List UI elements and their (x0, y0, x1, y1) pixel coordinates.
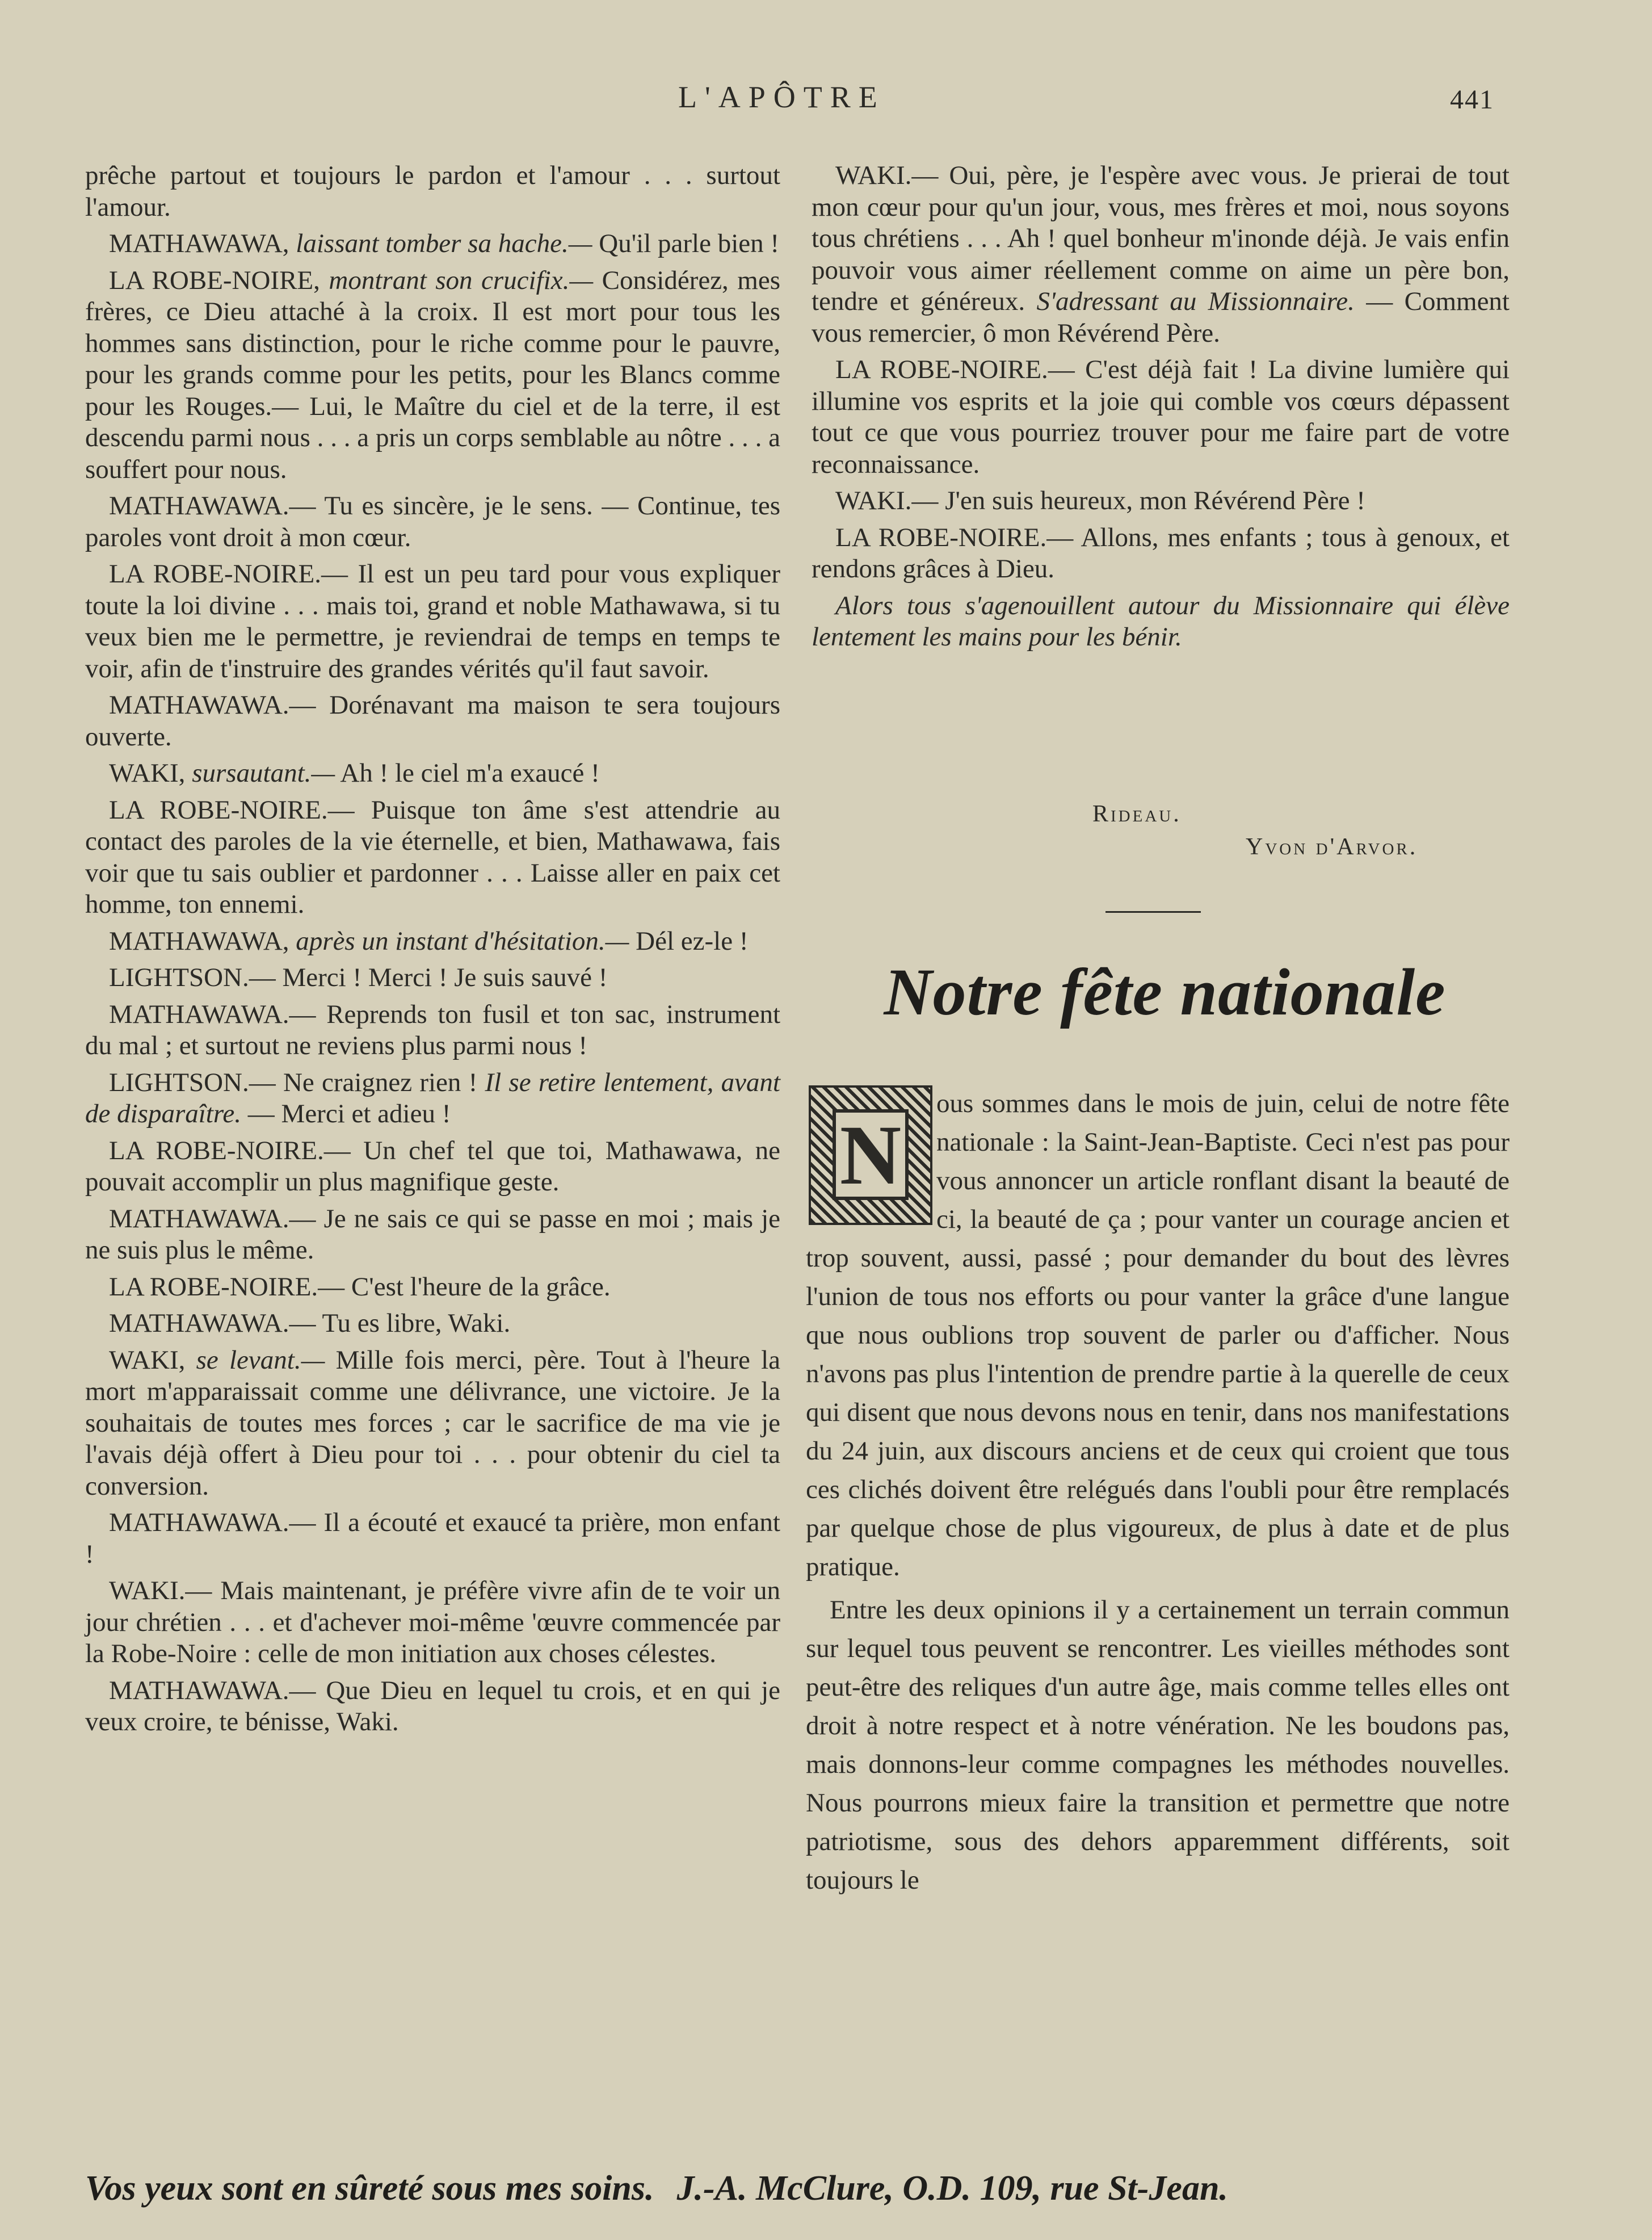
stage-direction: se levant.— (196, 1345, 325, 1375)
drop-cap-letter: N (833, 1109, 909, 1200)
dialogue-text: Dorénavant ma maison te sera toujours ouverte. (85, 690, 780, 752)
speaker-name: WAKI.— (109, 1576, 212, 1605)
dialogue-text: Oui, père, je l'espère avec vous. Je prierai de tout mon cœur pour qu'un jour, vous, mes frères et moi, nous soyons tous chrétiens . . . Ah ! quel bonheur m'inonde déjà. Je vais enfin pouvoir vous aimer réellement comme on aime un père bon, tendre et généreux. S'adressant au Missionnaire. — Comment vous remercier, ô mon Révérend Père. (812, 161, 1510, 348)
dialogue-text: Que Dieu en lequel tu crois, et en qui je veux croire, te bénisse, Waki. (85, 1675, 781, 1736)
article-paragraph: ous sommes dans le mois de juin, celui de notre fête nationale : la Saint-Jean-Baptiste. Ceci n'est pas pour vous annoncer un article ronflant disant la beauté de ci, la beauté de ça ; pour vanter un courage ancien et trop souvent, aussi, passé ; pour demander du bout des lèvres l'union de tous nos efforts ou pour vanter la grâce d'une langue que nous oublions trop souvent de parler ou d'afficher. Nous n'avons pas plus l'intention de prendre partie à la querelle de ceux qui disent que nous devons nous en tenir, dans nos manifestations du 24 juin, aux discours anciens et de ceux qui croient que tous ces clichés doivent être relégués dans l'oubli pour être remplacés par quelque chose de plus vigoureux, de plus à date et de plus pratique. (806, 1089, 1510, 1582)
speaker-name: LA ROBE-NOIRE.— (109, 1135, 351, 1165)
dialogue-text: Qu'il parle bien ! (599, 229, 780, 258)
dialogue-text: Je ne sais ce qui se passe en moi ; mais je ne suis plus le même. (85, 1203, 781, 1265)
dialogue-line (85, 228, 780, 260)
speaker-name: MATHAWAWA.— (109, 491, 316, 521)
article-body (806, 1084, 1510, 1899)
dialogue-line (85, 1272, 780, 1303)
section-divider (1105, 911, 1201, 913)
dialogue-line (85, 1345, 780, 1503)
dialogue-line (85, 265, 780, 486)
dialogue-text: Tu es libre, Waki. (322, 1308, 511, 1338)
article-paragraph: Entre les deux opinions il y a certainement un terrain commun sur lequel tous peuvent se rencontrer. Les vieilles méthodes sont peut-être des reliques d'un autre âge, mais comme telles elles ont droit à notre respect et à notre vénération. Ne les boudons pas, mais donnons-leur comme compagnes les méthodes nouvelles. Nous pourrons mieux faire la transition et permettre que notre patriotisme, sous des dehors apparemment différents, soit toujours le (806, 1595, 1510, 1895)
running-head (0, 79, 1652, 125)
speaker-name: MATHAWAWA.— (109, 1203, 316, 1234)
speaker-name: WAKI, (109, 758, 186, 788)
dialogue-text: Tu es sincère, je le sens. — Continue, tes paroles vont droit à mon cœur. (85, 491, 780, 552)
dialogue-line (85, 490, 780, 553)
dialogue-line (85, 758, 780, 790)
speaker-name: MATHAWAWA.— (109, 1308, 316, 1338)
speaker-name: WAKI.— (835, 161, 939, 190)
author-signature: Yvon d'Arvor. (1246, 834, 1418, 860)
dialogue-line (85, 999, 780, 1062)
ad-slogan: Vos yeux sont en sûreté sous mes soins. (85, 2169, 654, 2208)
dialogue-line (85, 1203, 780, 1266)
dialogue-text: C'est déjà fait ! La divine lumière qui illumine vos esprits et la joie qui comble vos cœurs dépassent tout ce que vous pourriez trouver pour me faire part de votre reconnaissance. (812, 355, 1510, 479)
dialogue-text: Il est un peu tard pour vous expliquer toute la loi divine . . . mais toi, grand et noble Mathawawa, si tu veux bien me le permettre, je reviendrai de temps en temps te voir, afin de t'instruire des grandes vérités qu'il faut savoir. (85, 559, 781, 683)
speaker-name: MATHAWAWA.— (109, 1508, 316, 1537)
dialogue-text: Il a écouté et exaucé ta prière, mon enfant ! (85, 1508, 780, 1569)
dialogue-line (85, 1308, 780, 1340)
dialogue-text: J'en suis heureux, mon Révérend Père ! (945, 486, 1365, 515)
dialogue-text: Ah ! le ciel m'a exaucé ! (340, 758, 600, 788)
speaker-name: MATHAWAWA.— (109, 999, 316, 1029)
dialogue-line (85, 1067, 780, 1130)
ad-advertiser: J.-A. McClure, O.D. 109, rue St-Jean. (676, 2169, 1228, 2208)
dialogue-line (812, 590, 1510, 653)
dialogue-text: Reprends ton fusil et ton sac, instrument du mal ; et surtout ne reviens plus parmi nous ! (85, 999, 781, 1060)
dialogue-line (85, 926, 780, 958)
curtain-note: Rideau. (1092, 801, 1182, 827)
dialogue-text: C'est l'heure de la grâce. (351, 1272, 611, 1302)
dialogue-line (85, 160, 780, 223)
speaker-name: LA ROBE-NOIRE.— (835, 355, 1075, 384)
speaker-name: LA ROBE-NOIRE.— (835, 522, 1074, 552)
stage-direction: montrant son crucifix.— (329, 265, 594, 295)
dialogue-line (85, 559, 780, 685)
article-title: Notre fête nationale (884, 955, 1446, 1029)
journal-title: L'APÔTRE (678, 80, 885, 114)
play-column-right (812, 160, 1510, 653)
play-column-left (85, 160, 780, 1738)
speaker-name: WAKI.— (835, 486, 939, 515)
dialogue-text: Allons, mes enfants ; tous à genoux, et rendons grâces à Dieu. (812, 522, 1510, 584)
dialogue-line (85, 962, 780, 994)
speaker-name: LA ROBE-NOIRE.— (109, 795, 355, 825)
page-number: 441 (1450, 85, 1494, 115)
dialogue-line (85, 1135, 780, 1198)
dialogue-text: Mais maintenant, je préfère vivre afin de te voir un jour chrétien . . . et d'achever moi-même 'œuvre commencée par la Robe-Noire : celle de mon initiation aux choses célestes. (85, 1576, 781, 1668)
speaker-name: MATHAWAWA.— (109, 1675, 316, 1705)
speaker-name: MATHAWAWA, (109, 926, 289, 956)
footer-advertisement (85, 2168, 1515, 2209)
dialogue-text: Considérez, mes frères, ce Dieu attaché à la croix. Il est mort pour tous les hommes sans distinction, pour le riche comme pour le pauvre, pour les grands comme pour les petits, pour les Blancs comme pour les Rouges.— Lui, le Maître du ciel et de la terre, il est descendu parmi nous . . . a pris un corps semblable au nôtre . . . a souffert pour nous. (85, 265, 781, 484)
speaker-name: MATHAWAWA.— (109, 690, 316, 720)
dialogue-text: Ne craignez rien ! Il se retire lentement, avant de disparaître. — Merci et adieu ! (85, 1067, 780, 1129)
dialogue-line (85, 690, 780, 753)
dialogue-line (85, 1675, 780, 1738)
speaker-name: WAKI, (109, 1345, 186, 1375)
dialogue-line (85, 1575, 780, 1670)
stage-direction: Alors tous s'agenouillent autour du Missionnaire qui élève lentement les mains pour les bénir. (812, 590, 1510, 652)
dialogue-line (812, 485, 1510, 517)
dialogue-line (85, 1507, 780, 1570)
stage-direction: sursautant.— (192, 758, 335, 788)
dialogue-text: Dél ez-le ! (636, 926, 749, 956)
stage-direction: laissant tomber sa hache.— (296, 229, 592, 258)
dialogue-text: prêche partout et toujours le pardon et l'amour . . . surtout l'amour. (85, 161, 780, 222)
speaker-name: LA ROBE-NOIRE, (109, 265, 320, 295)
dialogue-text: Merci ! Merci ! Je suis sauvé ! (282, 963, 608, 992)
speaker-name: LA ROBE-NOIRE.— (109, 1272, 345, 1302)
dialogue-text: Un chef tel que toi, Mathawawa, ne pouvait accomplir un plus magnifique geste. (85, 1135, 781, 1197)
speaker-name: MATHAWAWA, (109, 229, 289, 258)
dialogue-line (812, 160, 1510, 349)
dialogue-line (85, 795, 780, 921)
dialogue-line (812, 522, 1510, 585)
dialogue-line (812, 354, 1510, 480)
dialogue-text: Puisque ton âme s'est attendrie au contact des paroles de la vie éternelle, et bien, Mathawawa, fais voir que tu sais oublier et pardonner . . . Laisse aller en paix cet homme, ton ennemi. (85, 795, 780, 919)
speaker-name: LIGHTSON.— (109, 1067, 276, 1097)
dialogue-text: Mille fois merci, père. Tout à l'heure la mort m'apparaissait comme une délivrance, une victoire. Je la souhaitais de toutes mes forces ; car le sacrifice de ma vie je l'avais déjà offert à Dieu pour toi . . . pour obtenir du ciel ta conversion. (85, 1345, 780, 1501)
speaker-name: LA ROBE-NOIRE.— (109, 559, 348, 589)
speaker-name: LIGHTSON.— (109, 963, 276, 992)
stage-direction: après un instant d'hésitation.— (296, 926, 629, 956)
